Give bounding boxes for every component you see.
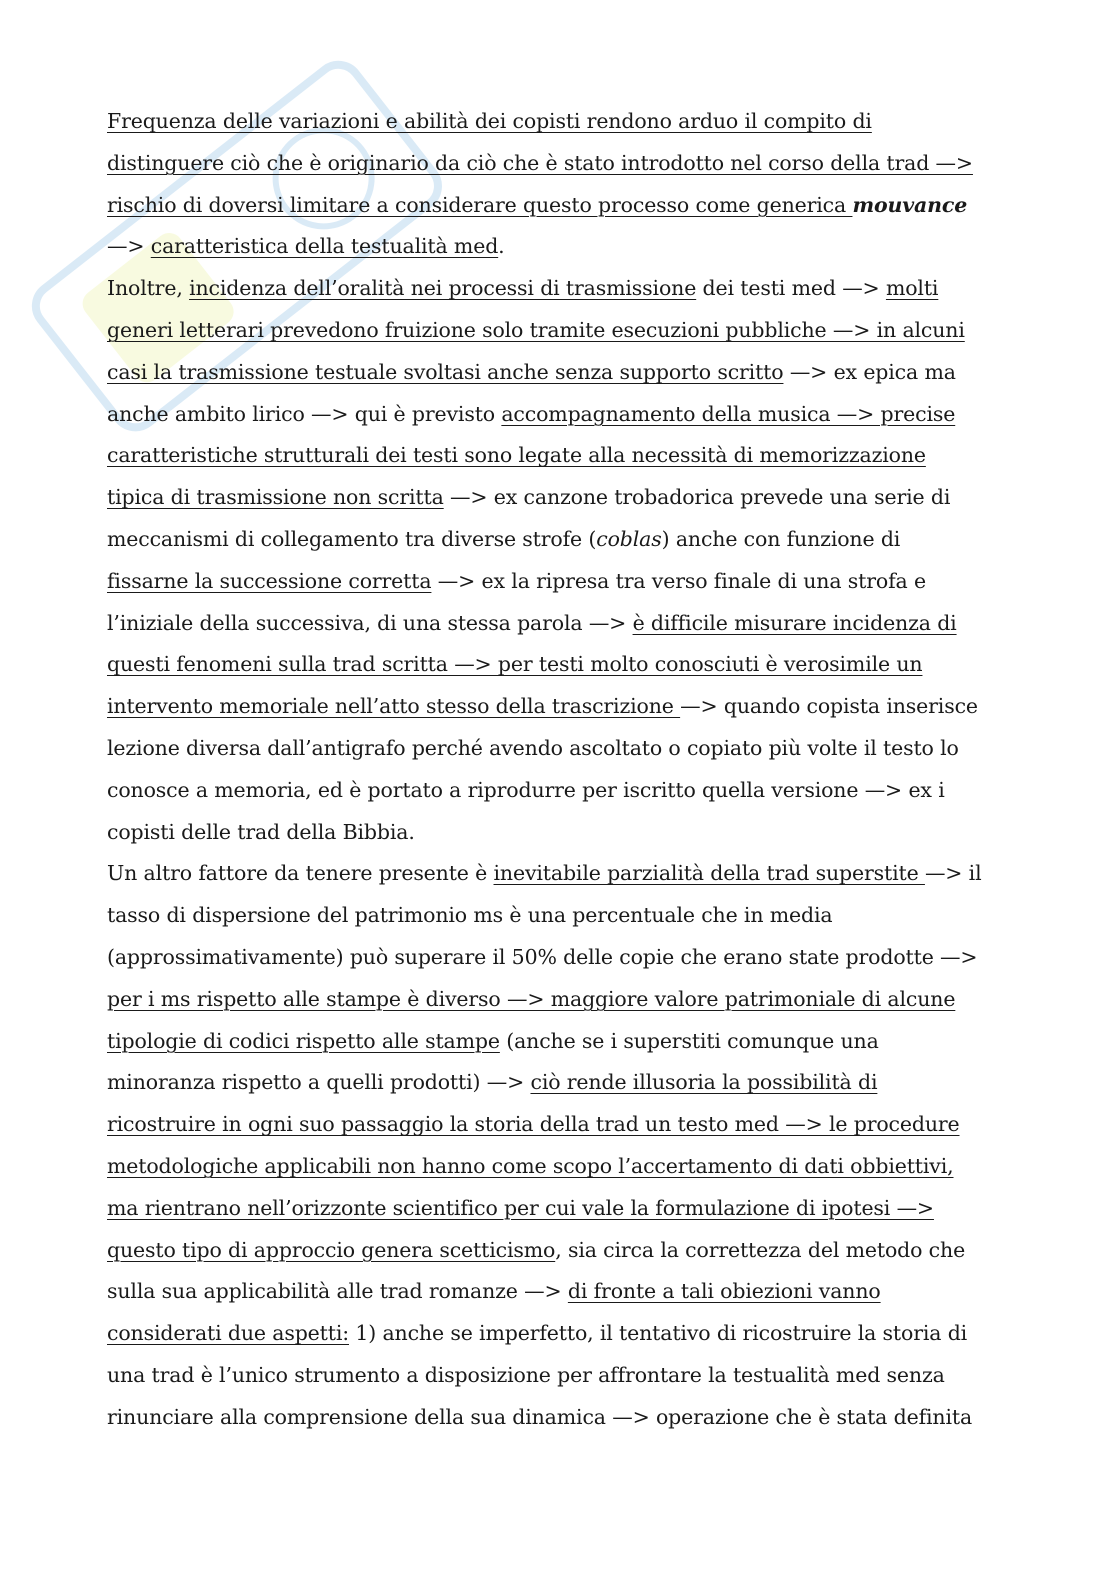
underlined-text: distinguere ciò che è originario da ciò che è stato introdotto nel corso della trad —> <box>107 150 973 175</box>
underlined-text: ciò rende illusoria la possibilità di <box>530 1070 878 1095</box>
underlined-text: intervento memoriale nell’atto stesso della trascrizione <box>107 694 681 719</box>
text-line <box>107 1104 1007 1146</box>
text-line <box>107 101 1007 143</box>
paragraph <box>107 101 1007 268</box>
text-run: —> il <box>924 861 982 886</box>
underlined-text: metodologiche applicabili non hanno come scopo l’accertamento di dati obbiettivi, <box>107 1153 954 1178</box>
text-line <box>107 770 1007 812</box>
text-line <box>107 895 1007 937</box>
text-run: copisti delle trad della Bibbia. <box>107 819 415 844</box>
underlined-text: tipologie di codici rispetto alle stampe <box>107 1028 500 1053</box>
text-run: —> ex canzone trobadorica prevede una serie di <box>443 485 951 510</box>
text-run: 1) anche se imperfetto, il tentativo di ricostruire la storia di <box>349 1321 968 1346</box>
text-run: l’iniziale della successiva, di una stessa parola —> <box>107 610 633 635</box>
text-run: lezione diversa dall’antigrafo perché avendo ascoltato o copiato più volte il testo lo <box>107 735 959 760</box>
text-run: (approssimativamente) può superare il 50% delle copie che erano state prodotte —> <box>107 944 978 969</box>
emphasized-term: mouvance <box>852 192 968 217</box>
text-line <box>107 603 1007 645</box>
text-line <box>107 1230 1007 1272</box>
text-line <box>107 477 1007 519</box>
underlined-text: rischio di doversi limitare a considerare questo processo come generica <box>107 192 853 217</box>
underlined-text: ricostruire in ogni suo passaggio la storia della trad un testo med —> le procedure <box>107 1112 960 1137</box>
underlined-text: questi fenomeni sulla trad scritta —> per testi molto conosciuti è verosimile un <box>107 652 923 677</box>
text-line <box>107 979 1007 1021</box>
text-run: meccanismi di collegamento tra diverse strofe ( <box>107 526 597 551</box>
text-run: ) anche con funzione di <box>661 526 901 551</box>
underlined-text: caratteristica della testualità med <box>150 234 499 259</box>
text-run: minoranza rispetto a quelli prodotti) —> <box>107 1070 531 1095</box>
paragraph <box>107 268 1007 853</box>
text-line <box>107 519 1007 561</box>
text-line <box>107 728 1007 770</box>
text-run: sulla sua applicabilità alle trad romanze —> <box>107 1279 568 1304</box>
underlined-text: inevitabile parzialità della trad superstite <box>493 861 925 886</box>
text-run: conosce a memoria, ed è portato a riprodurre per iscritto quella versione —> ex i <box>107 777 945 802</box>
text-line <box>107 1313 1007 1355</box>
text-line <box>107 143 1007 185</box>
text-line <box>107 686 1007 728</box>
underlined-text: di fronte a tali obiezioni vanno <box>567 1279 881 1304</box>
text-line <box>107 1397 1007 1439</box>
underlined-text: molti <box>885 276 939 301</box>
italic-term: coblas <box>596 526 662 551</box>
text-line <box>107 1355 1007 1397</box>
underlined-text: considerati due aspetti: <box>107 1321 349 1346</box>
text-line <box>107 394 1007 436</box>
text-line <box>107 644 1007 686</box>
text-line <box>107 268 1007 310</box>
text-line <box>107 435 1007 477</box>
underlined-text: fissarne la successione corretta <box>107 568 432 593</box>
text-line <box>107 185 1007 227</box>
text-run: Inoltre, <box>107 276 190 301</box>
text-run: tasso di dispersione del patrimonio ms è una percentuale che in media <box>107 903 833 928</box>
text-line <box>107 1188 1007 1230</box>
text-run: (anche se i superstiti comunque una <box>499 1028 879 1053</box>
text-line <box>107 561 1007 603</box>
text-line <box>107 1271 1007 1313</box>
underlined-text: incidenza dell’oralità nei processi di trasmissione <box>189 276 697 301</box>
text-run: dei testi med —> <box>696 276 886 301</box>
text-run: una trad è l’unico strumento a disposizione per affrontare la testualità med senza <box>107 1362 945 1387</box>
text-line <box>107 812 1007 854</box>
text-line <box>107 1146 1007 1188</box>
underlined-text: Frequenza delle variazioni e abilità dei copisti rendono arduo il compito di <box>107 109 872 133</box>
underlined-text: tipica di trasmissione non scritta <box>107 485 444 510</box>
underlined-text: è difficile misurare incidenza di <box>632 610 957 635</box>
text-run: —> quando copista inserisce <box>680 694 978 719</box>
text-run: , sia circa la correttezza del metodo che <box>555 1237 966 1262</box>
text-run: Un altro fattore da tenere presente è <box>107 861 494 886</box>
underlined-text: accompagnamento della musica —> precise <box>501 401 956 426</box>
underlined-text: generi letterari prevedono fruizione solo tramite esecuzioni pubbliche —> in alcuni <box>107 317 965 342</box>
text-line <box>107 853 1007 895</box>
text-run: —> <box>107 234 151 259</box>
paragraph <box>107 853 1007 1438</box>
text-run: —> ex la ripresa tra verso finale di una strofa e <box>431 568 926 593</box>
underlined-text: ma rientrano nell’orizzonte scientifico per cui vale la formulazione di ipotesi —> <box>107 1195 934 1220</box>
text-run: —> ex epica ma <box>783 359 956 384</box>
underlined-text: per i ms rispetto alle stampe è diverso —> maggiore valore patrimoniale di alcune <box>107 986 956 1011</box>
text-line <box>107 1062 1007 1104</box>
text-line <box>107 310 1007 352</box>
text-run: . <box>498 234 505 259</box>
underlined-text: questo tipo di approccio genera scetticismo <box>107 1237 556 1262</box>
text-run: rinunciare alla comprensione della sua dinamica —> operazione che è stata definita <box>107 1404 973 1429</box>
underlined-text: casi la trasmissione testuale svoltasi anche senza supporto scritto <box>107 359 784 384</box>
text-line <box>107 1021 1007 1063</box>
underlined-text: caratteristiche strutturali dei testi sono legate alla necessità di memorizzazione <box>107 443 926 468</box>
text-line <box>107 937 1007 979</box>
text-run: anche ambito lirico —> qui è previsto <box>107 401 502 426</box>
text-line <box>107 226 1007 268</box>
document-page <box>107 101 1007 1439</box>
text-line <box>107 352 1007 394</box>
